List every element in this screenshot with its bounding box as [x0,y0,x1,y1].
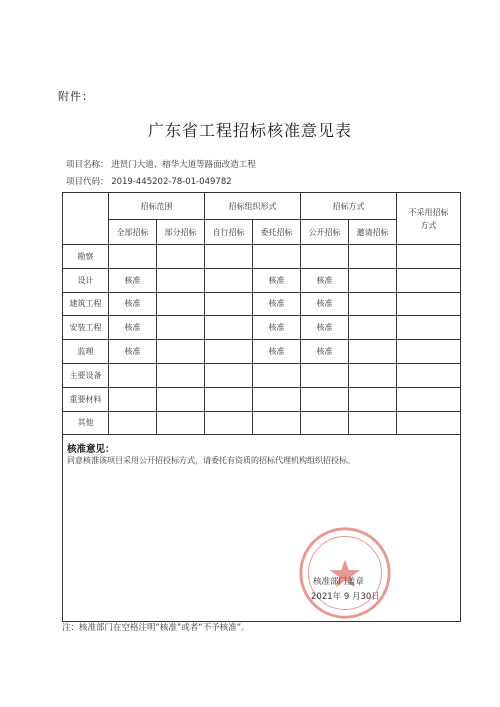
table-cell [349,411,397,435]
header-row-1 [63,193,461,220]
attachment-label: 附件： [58,90,94,103]
table-cell [301,387,349,411]
table-cell [397,316,461,340]
table-cell: 核准 [253,316,301,340]
table-cell [397,268,461,292]
row-label: 重要材料 [63,387,109,411]
table-cell: 核准 [301,340,349,364]
table-row [63,340,461,364]
table-cell: 核准 [301,292,349,316]
table-cell [349,268,397,292]
table-cell [157,411,205,435]
table-cell [109,245,157,269]
table-cell [397,411,461,435]
table-row [63,316,461,340]
table-cell [301,363,349,387]
stamp-label: 核准部门盖章 [313,577,365,588]
table-cell: 核准 [109,292,157,316]
document-title: 广东省工程招标核准意见表 [147,121,352,140]
opinion-text: 同意核准该项目采用公开招投标方式，请委托有资质的招标代理机构组织招投标。 [67,456,355,466]
table-cell [205,245,253,269]
table-cell [157,245,205,269]
table-cell [205,316,253,340]
group-organization: 招标组织形式 [205,193,301,220]
table-cell [205,340,253,364]
subheader-cell: 自行招标 [205,220,253,245]
table-cell [157,292,205,316]
opinion-label: 核准意见： [67,444,115,456]
table-cell: 核准 [253,268,301,292]
table-cell [397,363,461,387]
table-cell [205,387,253,411]
table-cell [157,387,205,411]
table-row [63,363,461,387]
row-label: 安装工程 [63,316,109,340]
subheader-cell: 部分招标 [157,220,205,245]
table-row [63,387,461,411]
official-seal-icon [297,525,393,621]
table-cell: 核准 [301,316,349,340]
subheader-cell: 公开招标 [301,220,349,245]
table-cell: 核准 [109,316,157,340]
table-row [63,245,461,269]
table-cell [397,245,461,269]
table-cell [157,268,205,292]
corner-cell [63,193,109,245]
table-cell [397,340,461,364]
table-cell [253,245,301,269]
table-cell [349,316,397,340]
row-label: 勘察 [63,245,109,269]
table-cell: 核准 [109,340,157,364]
table-cell [205,363,253,387]
table-cell [157,363,205,387]
table-cell [397,387,461,411]
table-cell [253,387,301,411]
footnote: 注：核准部门在空格注明“核准”或者“不予核准”。 [62,623,250,633]
table-cell [349,387,397,411]
table-cell [157,340,205,364]
row-label: 监理 [63,340,109,364]
table-cell [301,411,349,435]
table-cell: 核准 [253,292,301,316]
table-cell [109,363,157,387]
table-cell [349,340,397,364]
table-cell: 核准 [301,268,349,292]
table-cell [205,268,253,292]
table-cell [349,292,397,316]
table-row [63,411,461,435]
table-cell [253,363,301,387]
table-cell [349,363,397,387]
table-row [63,268,461,292]
table-cell [253,411,301,435]
table-cell [157,316,205,340]
group-not-tender: 不采用招标方式 [397,193,461,245]
table-cell: 核准 [253,340,301,364]
subheader-cell: 邀请招标 [349,220,397,245]
table-cell: 核准 [109,268,157,292]
table-cell [349,245,397,269]
table-cell [397,292,461,316]
opinion-cell [63,435,461,622]
row-label: 其他 [63,411,109,435]
subheader-cell: 全部招标 [109,220,157,245]
row-label: 主要设备 [63,363,109,387]
table-cell [205,411,253,435]
table-cell [205,292,253,316]
subheader-cell: 委托招标 [253,220,301,245]
approval-table [62,192,461,622]
table-cell [301,245,349,269]
table-cell [109,387,157,411]
group-method: 招标方式 [301,193,397,220]
group-scope: 招标范围 [109,193,205,220]
row-label: 建筑工程 [63,292,109,316]
table-cell [109,411,157,435]
approval-date: 2021年 9 月30日 [311,592,380,603]
project-code: 项目代码： 2019-445202-78-01-049782 [66,177,232,187]
project-name: 项目名称： 进贤门大道、榕华大道等路面改造工程 [66,160,256,170]
table-row [63,292,461,316]
opinion-row [63,435,461,622]
row-label: 设计 [63,268,109,292]
